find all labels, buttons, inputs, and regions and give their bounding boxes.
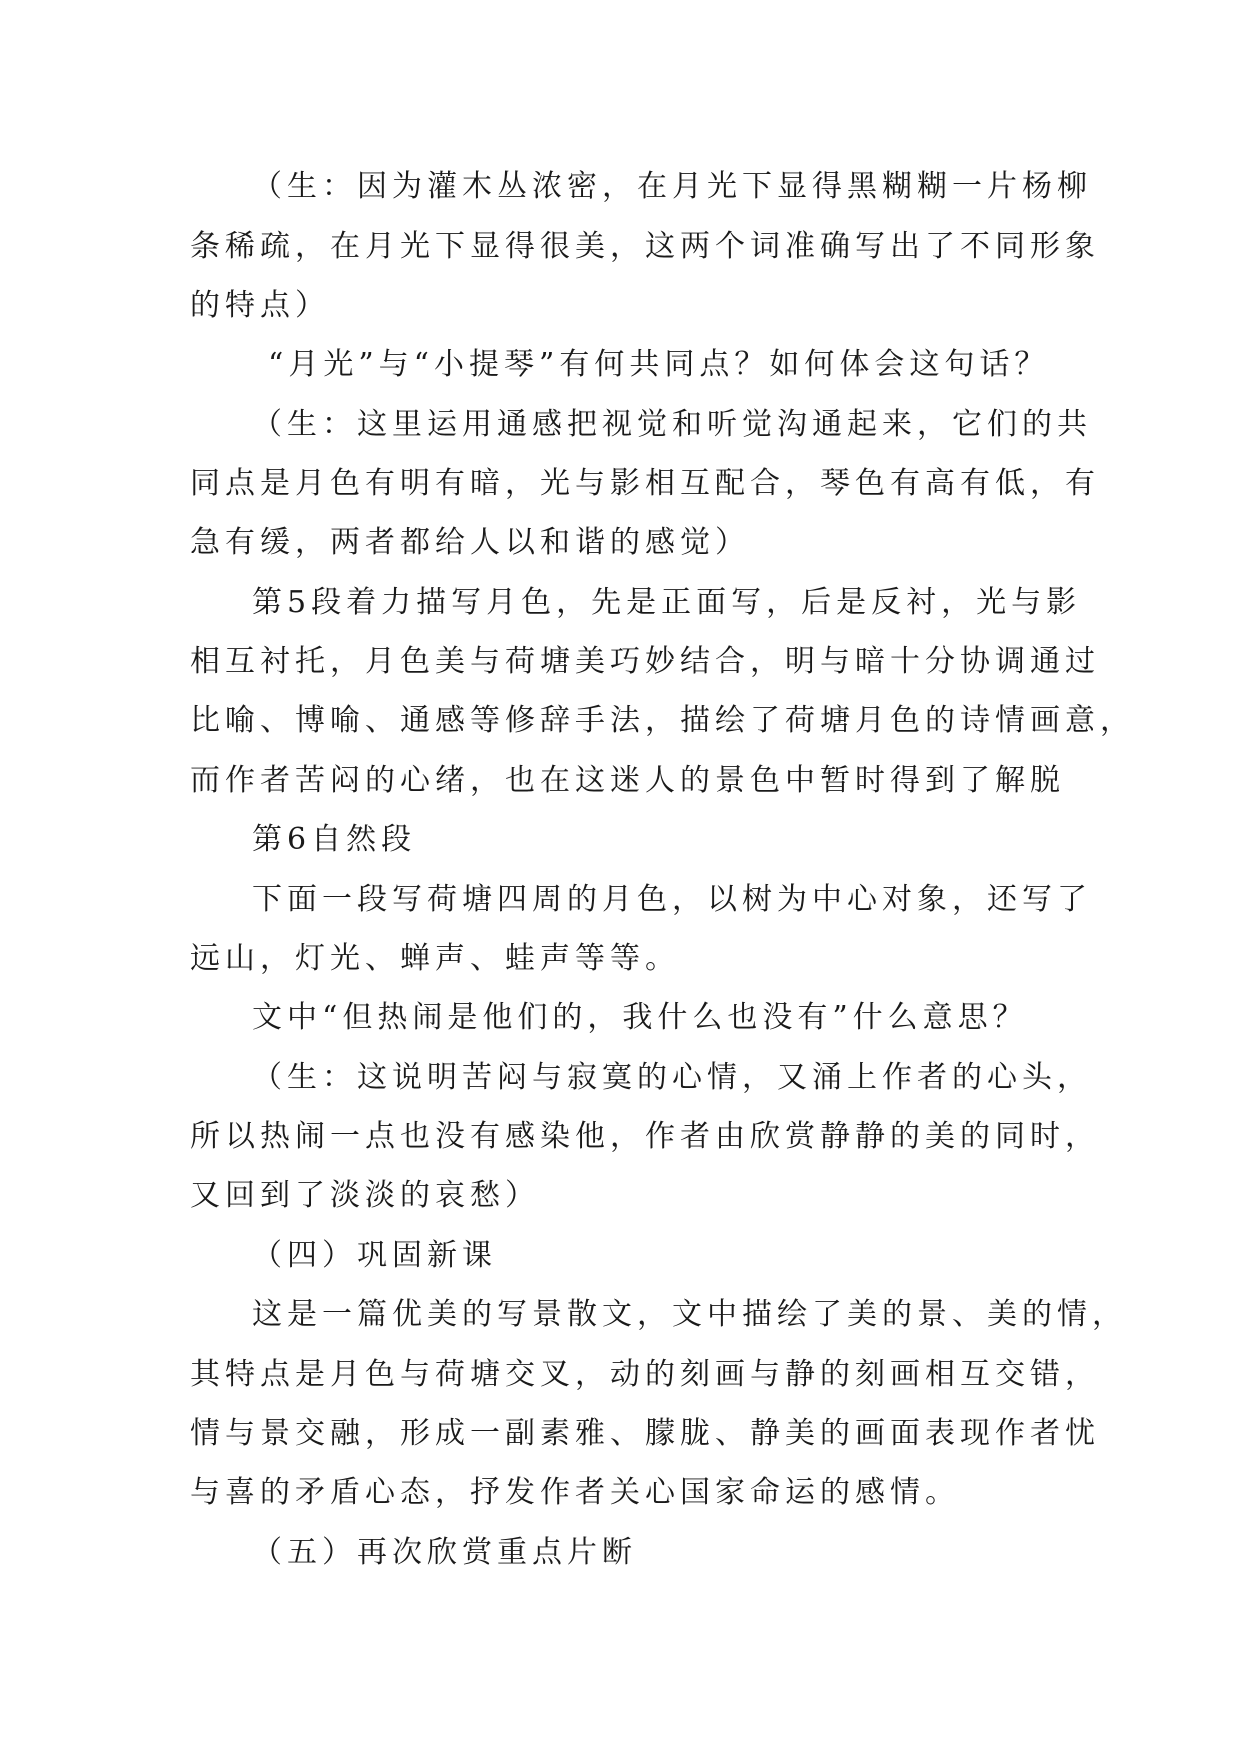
paragraph-line: 相互衬托，月色美与荷塘美巧妙结合，明与暗十分协调通过 xyxy=(190,644,1100,679)
paragraph-line: 同点是月色有明有暗，光与影相互配合，琴色有高有低，有 xyxy=(190,466,1100,501)
section-heading: （五）再次欣赏重点片断 xyxy=(252,1535,637,1570)
question-line: 文中“但热闹是他们的，我什么也没有”什么意思？ xyxy=(252,1000,1028,1035)
paragraph-line: 所以热闹一点也没有感染他，作者由欣赏静静的美的同时， xyxy=(190,1119,1100,1154)
paragraph-line: 与喜的矛盾心态，抒发作者关心国家命运的感情。 xyxy=(190,1475,960,1510)
paragraph-line: 急有缓，两者都给人以和谐的感觉） xyxy=(190,525,750,560)
paragraph-line: （生：这说明苦闷与寂寞的心情，又涌上作者的心头， xyxy=(252,1060,1092,1095)
paragraph-line: 情与景交融，形成一副素雅、朦胧、静美的画面表现作者忧 xyxy=(190,1416,1100,1451)
paragraph-line: （生：因为灌木丛浓密，在月光下显得黑糊糊一片杨柳 xyxy=(252,169,1092,204)
paragraph-line: 又回到了淡淡的哀愁） xyxy=(190,1178,540,1213)
paragraph-line: 这是一篇优美的写景散文，文中描绘了美的景、美的情， xyxy=(252,1297,1127,1332)
paragraph-line: 下面一段写荷塘四周的月色，以树为中心对象，还写了 xyxy=(252,882,1092,917)
paragraph-line: 的特点） xyxy=(190,288,330,323)
question-line: “月光”与“小提琴”有何共同点？如何体会这句话？ xyxy=(268,347,1050,382)
section-heading: （四）巩固新课 xyxy=(252,1238,497,1273)
paragraph-line: 第5段着力描写月色，先是正面写，后是反衬，光与影 xyxy=(252,585,1082,620)
paragraph-line: 条稀疏，在月光下显得很美，这两个词准确写出了不同形象 xyxy=(190,229,1100,264)
paragraph-line: 而作者苦闷的心绪，也在这迷人的景色中暂时得到了解脱 xyxy=(190,763,1065,798)
section-heading: 第6自然段 xyxy=(252,822,417,857)
paragraph-line: （生：这里运用通感把视觉和听觉沟通起来，它们的共 xyxy=(252,407,1092,442)
paragraph-line: 比喻、博喻、通感等修辞手法，描绘了荷塘月色的诗情画意， xyxy=(190,703,1135,738)
paragraph-line: 其特点是月色与荷塘交叉，动的刻画与静的刻画相互交错， xyxy=(190,1357,1100,1392)
paragraph-line: 远山，灯光、蝉声、蛙声等等。 xyxy=(190,941,680,976)
